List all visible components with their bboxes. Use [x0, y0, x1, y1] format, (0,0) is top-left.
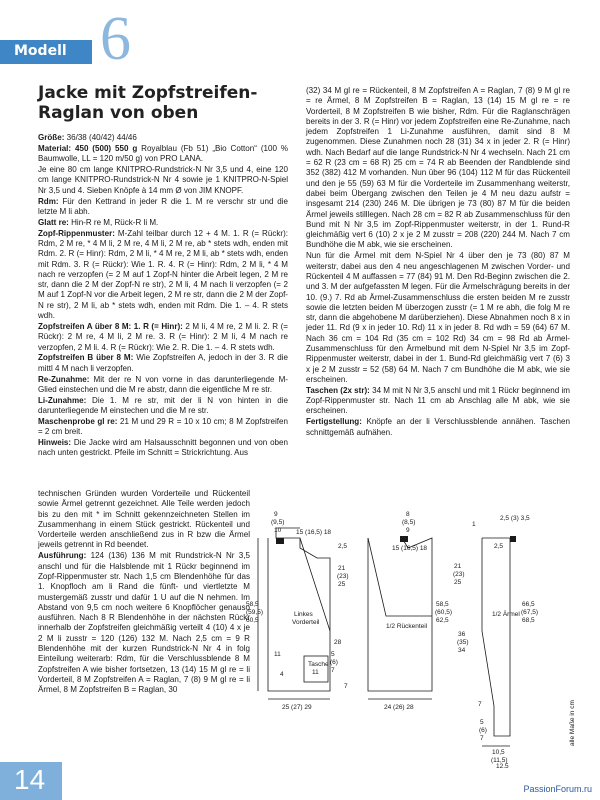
paragraph-text: Royalblau (Fb 51) „Bio Cotton“ (100 % Baumwolle, LL = 120 m/50 g) von PRO LANA. — [38, 143, 288, 164]
sleeve-diagram — [482, 538, 510, 746]
paragraph — [38, 396, 288, 417]
paragraph — [38, 218, 288, 228]
paragraph-text: Die Jacke wird am Halsausschnitt begonnen und von oben nach unten gestrickt. Pfeile im Schnitt = Strickrichtung. Aus — [38, 438, 288, 458]
measure-label: 34 — [458, 647, 466, 654]
measure-label: (11,5) — [491, 757, 508, 764]
measure-label: 28 — [334, 639, 342, 646]
paragraph-text: M-Zahl teilbar durch 12 + 4 M. 1. R (= Rückr): Rdm, 2 M re, * 4 M li, 2 M re, 4 M li, 2 M re, ab * stets wdh, enden mit Rdm. 2. R (= Hinr): Rdm, 2 M li, * 4 M re, 2 M li, ab * stets wdh, enden mit Rdm. 3. R (= Rückr): Wie 1. R. 4. R (= Hinr): Rdm, 2 M li, * 4 M nach re verzopfen (= 2 M auf 1 Zopf-N hinter die Arbeit legen, 2 M re str, dann die 2 M der Zopf-N re str), 2 M li, 4 M nach li verzopfen (= 2 M auf 1 Zopf-N vor die Arbeit legen, 2 M re str, dann die 2 M der Zopf-N re str), 2 M li, ab * stets wdh, enden mit Rdm. Die 1. – 4. R stets wdh. — [38, 228, 288, 321]
left-column — [38, 133, 288, 459]
measure-label: (67,5) — [521, 609, 538, 616]
paragraph-key: Zopf-Rippenmuster: — [38, 228, 115, 238]
measure-label: (23) — [337, 573, 349, 580]
paragraph-key: Ausführung: — [38, 551, 87, 561]
measure-label: 7 — [480, 735, 484, 742]
paragraph-text: Für den Kettrand in jeder R die 1. M re verschr str und die letzte M li abh. — [38, 196, 288, 216]
paragraph-text: Nun für die Ärmel mit dem N-Spiel Nr 4 über den je 73 (80) 87 M weiterstr, dabei aus den 4 neu angeschlagenen M zwischen Vorder- und Rückenteil 4 M auffassen = 77 (84) 91 M. Den Rd-Beginn zwischen die 2. und 3. M der aufgefassten M legen. Für die Ärmelschrägung bereits in der 10. (9.) 7. Rd ab Ärmel-Zusammenschluss die ersten beiden M re zusstr sowie die letzten beiden M überzogen zusstr (= 1 M re abh, die folg M re str, dann die abgehobene M darüberziehen). Diese Abnahmen noch 8 x in jeder 11. Rd (9 x in jeder 10. Rd) 11 x in jeder 8. Rd wdh = 59 (64) 67 M. Nach 36 cm = 104 Rd (35 cm = 102 Rd) 34 cm = 98 Rd ab Ärmel-Zusammenschluss für den Ärmelbund mit dem N-Spiel Nr 3,5 im Zopf-Rippenmuster weiterstr, dabei in der 1. Bund-Rd gleichmäßig vert 7 (6) 3 x je 2 M zusstr = 52 (58) 64 M. Nach 7 cm Bundhöhe die M abk, wie sie erscheinen. — [306, 251, 570, 384]
paragraph — [306, 386, 570, 417]
measure-label: 58,5 — [246, 601, 259, 608]
measure-label: (6) — [330, 659, 338, 666]
measure-label: 7 — [331, 667, 335, 674]
paragraph-text: Je eine 80 cm lange KNITPRO-Rundstrick-N Nr 3,5 und 4, eine 120 cm lange KNITPRO-Rundstrick-N Nr 4 sowie je 1 KNITPRO-N-Spiel Nr 3,5 und 4. Sieben Knöpfe à 14 mm Ø von JIM KNOPF. — [38, 165, 288, 195]
paragraph-key: Fertigstellung: — [306, 417, 362, 427]
paragraph-text: (32) 34 M gl re = Rückenteil, 8 M Zopfstreifen A = Raglan, 7 (8) 9 M gl re = re Ärmel, 8 M Zopfstreifen B = Raglan, 13 (14) 15 M gl re = re Vorderteil, 8 M Zopfstreifen B wie bisher, Rdm. Für die Raglanschrägen bereits in der 3. R (= Hinr) vor jedem Zopfstreifen eine Re-Zunahme, nach jedem Zopfstreifen 1 Li-Zunahme ausführen, damit sind 8 M zugenommen. Diese Zunahmen noch 28 (31) 34 x in jeder 2. R (= Hinr) wdh. Nach Bedarf auf die lange Rundstrick-N Nr 4 wechseln. Nach 21 cm = 62 R (23 cm = 68 R) 25 cm = 74 R ab Beenden der Randblende sind 352 (382) 412 M vorhanden. Nun über 96 (104) 112 M für das Rückenteil und den je 55 (59) 63 M für die Vorderteile im Zusammenhang weiterstr, dabei beim Übergang zwischen den Teilen je 4 M neu dazu aufstr = insgesamt 214 (230) 246 M. Die übrigen je 73 (80) 87 M für die beiden Ärmel jeweils stilllegen. Nach 28 cm = 82 R ab Zusammenschluss für den Bund mit N Nr 3,5 im Zopf-Rippenmuster weiterstr, in der 1. Rund-R gleichmäßig vert 6 (10) 2 x je 2 M zusstr = 208 (220) 244 M. Nach 7 cm Bundhöhe die M abk, wie sie erscheinen. — [306, 86, 570, 250]
measure-label: 9 — [274, 511, 278, 518]
paragraph-key: Taschen (2x str): — [306, 385, 370, 395]
measure-label: (23) — [453, 571, 465, 578]
paragraph — [306, 251, 570, 385]
right-column — [306, 86, 570, 438]
measure-label: (9,5) — [271, 519, 285, 526]
page-number-box — [0, 762, 62, 800]
paragraph-key: Glatt re: — [38, 217, 69, 227]
page-number: 14 — [14, 764, 46, 795]
measure-label: 21 — [454, 563, 462, 570]
measure-label: 68,5 — [522, 617, 535, 624]
sleeve-tab — [510, 536, 516, 542]
paragraph — [306, 86, 570, 251]
left-column-lower — [38, 489, 250, 696]
paragraph-text: 21 M und 29 R = 10 x 10 cm; 8 M Zopfstreifen = 2 cm breit. — [38, 416, 288, 437]
front-tab — [276, 538, 284, 544]
measure-label: 12,5 — [496, 763, 509, 768]
measure-label: 9 — [406, 527, 410, 534]
measure-label: Linkes — [294, 611, 313, 618]
measure-label: 60,5 — [246, 617, 259, 624]
measure-label: 25 (27) 29 — [282, 704, 312, 711]
paragraph — [38, 551, 250, 695]
pattern-diagrams — [246, 506, 586, 768]
measure-label: (8,5) — [402, 519, 416, 526]
paragraph — [38, 417, 288, 438]
paragraph-text: Die 1. M re str, mit der li N von hinten in die darunterliegende M einstechen und die M re str. — [38, 395, 288, 416]
section-badge — [0, 40, 92, 64]
paragraph-text: 36/38 (40/42) 44/46 — [66, 133, 137, 142]
paragraph-key: Material: 450 (500) 550 g — [38, 143, 138, 153]
measure-label: Tasche — [308, 661, 329, 668]
paragraph — [38, 353, 288, 374]
measure-label: 10 — [274, 527, 282, 534]
paragraph-key: Rdm: — [38, 196, 59, 206]
paragraph — [38, 144, 288, 165]
back-diagram — [368, 538, 432, 699]
paragraph-text: 124 (136) 136 M mit Rundstrick-N Nr 3,5 anschl und für die Halsblende mit 1 Rückr beginnend im Zopf-Rippenmuster str. Nach 1,5 cm Blendenhöhe für das 1. Knopfloch am li Rand die fünft- und viertletzte M mustergemäß zusstr und dafür 1 U auf die N nehmen. Im Abstand von 9,5 cm noch weitere 6 Knopflöcher genauso ausführen. Nach 8 R Blendenhöhe in der nächsten Rückr innerhalb der Zopfstreifen gleichmäßig verteilt 4 (10) 4 x je 2 M li zusstr = 120 (126) 132 M. Nach 2,5 cm = 9 R Blendenhöhe mit der kurzen Rundstrick-N Nr 4 in folg Einteilung weiterarb: Rdm, für die Verschlussblende 8 M Zopfstreifen A wie bisher fortsetzen, 13 (14) 15 M gl re = li Vorderteil, 8 M Zopfstreifen A = Raglan, 7 (8) 9 M gl re = li Ärmel, 8 M Zopfstreifen B = Raglan, 30 — [38, 551, 250, 695]
schematic-svg — [246, 506, 586, 768]
page-title: Jacke mit Zopfstreifen-Raglan von oben — [38, 83, 258, 123]
measurement-note: alle Maße in cm — [569, 700, 576, 746]
measure-label: 2,5 (3) 3,5 — [500, 515, 530, 522]
paragraph — [38, 197, 288, 218]
section-label: Modell — [14, 43, 67, 59]
paragraph-text: Knöpfe an der li Verschlussblende annähen. Taschen schnittgemäß aufnähen. — [306, 417, 570, 437]
measure-label: 5 — [331, 651, 335, 658]
measure-label: 25 — [454, 579, 462, 586]
paragraph — [38, 322, 288, 353]
paragraph — [38, 165, 288, 196]
measure-label: 58,5 — [436, 601, 449, 608]
paragraph-key: Größe: — [38, 133, 65, 142]
paragraph-key: Zopfstreifen A über 8 M: 1. R (= Hinr): — [38, 321, 183, 331]
measure-label: 1/2 Rückenteil — [386, 623, 428, 630]
paragraph-key: Hinweis: — [38, 438, 72, 448]
paragraph-text: Wie Zopfstreifen A, jedoch in der 3. R die mittl 4 M nach li verzopfen. — [38, 353, 288, 373]
measure-label: (35) — [457, 639, 469, 646]
measure-label: 15 (16,5) 18 — [392, 545, 428, 552]
measure-label: 11 — [312, 669, 319, 676]
paragraph-text: 2 M li, 4 M re, 2 M li. 2. R (= Rückr): 2 M re, 4 M li, 2 M re. 3. R (= Hinr): 2 M li, 4 M nach re verzopfen, 2 M li. 4. R (= Rückr): Wie 2. R. Die 1. – 4. R stets wdh. — [38, 321, 288, 352]
measure-label: 25 — [338, 581, 346, 588]
measure-label: 2,5 — [338, 543, 348, 550]
measure-label: 21 — [338, 565, 346, 572]
paragraph-text: Mit der re N von vorne in das darunterliegende M-Glied einstechen und die M re abstr, dann die eigentliche M re str. — [38, 374, 288, 394]
measure-label: 7 — [478, 701, 482, 708]
watermark: PassionForum.ru — [523, 784, 592, 794]
paragraph-text: 34 M mit N Nr 3,5 anschl und mit 1 Rückr beginnend im Zopf-Rippenmuster str. Nach 11 cm ab Anschlag alle M abk, wie sie erscheinen. — [306, 385, 570, 416]
measure-label: 24 (26) 28 — [384, 704, 414, 711]
paragraph-text: technischen Gründen wurden Vorderteile und Rückenteil sowie Ärmel getrennt gezeichnet. Alle Teile werden jedoch bis zu den mit * im Schnitt gekennzeichneten Stellen im Zusammenhang in einem Stück gestrickt. Rückenteil und Vorderteile werden anschließend zus in R bzw die Ärmel jeweils getrennt in Rd beendet. — [38, 489, 250, 550]
paragraph — [38, 438, 288, 459]
measure-label: (59,5) — [246, 609, 263, 616]
back-tab — [400, 536, 408, 542]
paragraph-key: Re-Zunahme: — [38, 374, 90, 384]
measure-label: 10,5 — [492, 749, 505, 756]
measure-label: 8 — [406, 511, 410, 518]
paragraph-text: Hin-R re M, Rück-R li M. — [71, 217, 159, 227]
paragraph-key: Li-Zunahme: — [38, 395, 87, 405]
measure-label: 4 — [280, 671, 284, 678]
measure-label: 7 — [344, 683, 348, 690]
measure-label: 1 — [472, 521, 476, 528]
measure-label: 11 — [274, 651, 281, 658]
measure-label: 1/2 Ärmel — [492, 611, 520, 618]
paragraph — [38, 133, 288, 143]
paragraph-key: Zopfstreifen B über 8 M: — [38, 353, 134, 363]
paragraph — [38, 489, 250, 551]
measure-label: 5 — [480, 719, 484, 726]
paragraph — [38, 229, 288, 322]
measure-label: 2,5 — [494, 543, 504, 550]
paragraph — [38, 375, 288, 396]
measure-label: 62,5 — [436, 617, 449, 624]
measure-label: 66,5 — [522, 601, 535, 608]
paragraph — [306, 417, 570, 438]
measure-label: 36 — [458, 631, 466, 638]
measure-label: (60,5) — [435, 609, 452, 616]
measure-label: (6) — [479, 727, 487, 734]
model-number: 6 — [100, 5, 131, 73]
measure-label: 15 (16,5) 18 — [296, 529, 332, 536]
paragraph-key: Maschenprobe gl re: — [38, 416, 118, 426]
measure-label: Vorderteil — [292, 619, 320, 626]
